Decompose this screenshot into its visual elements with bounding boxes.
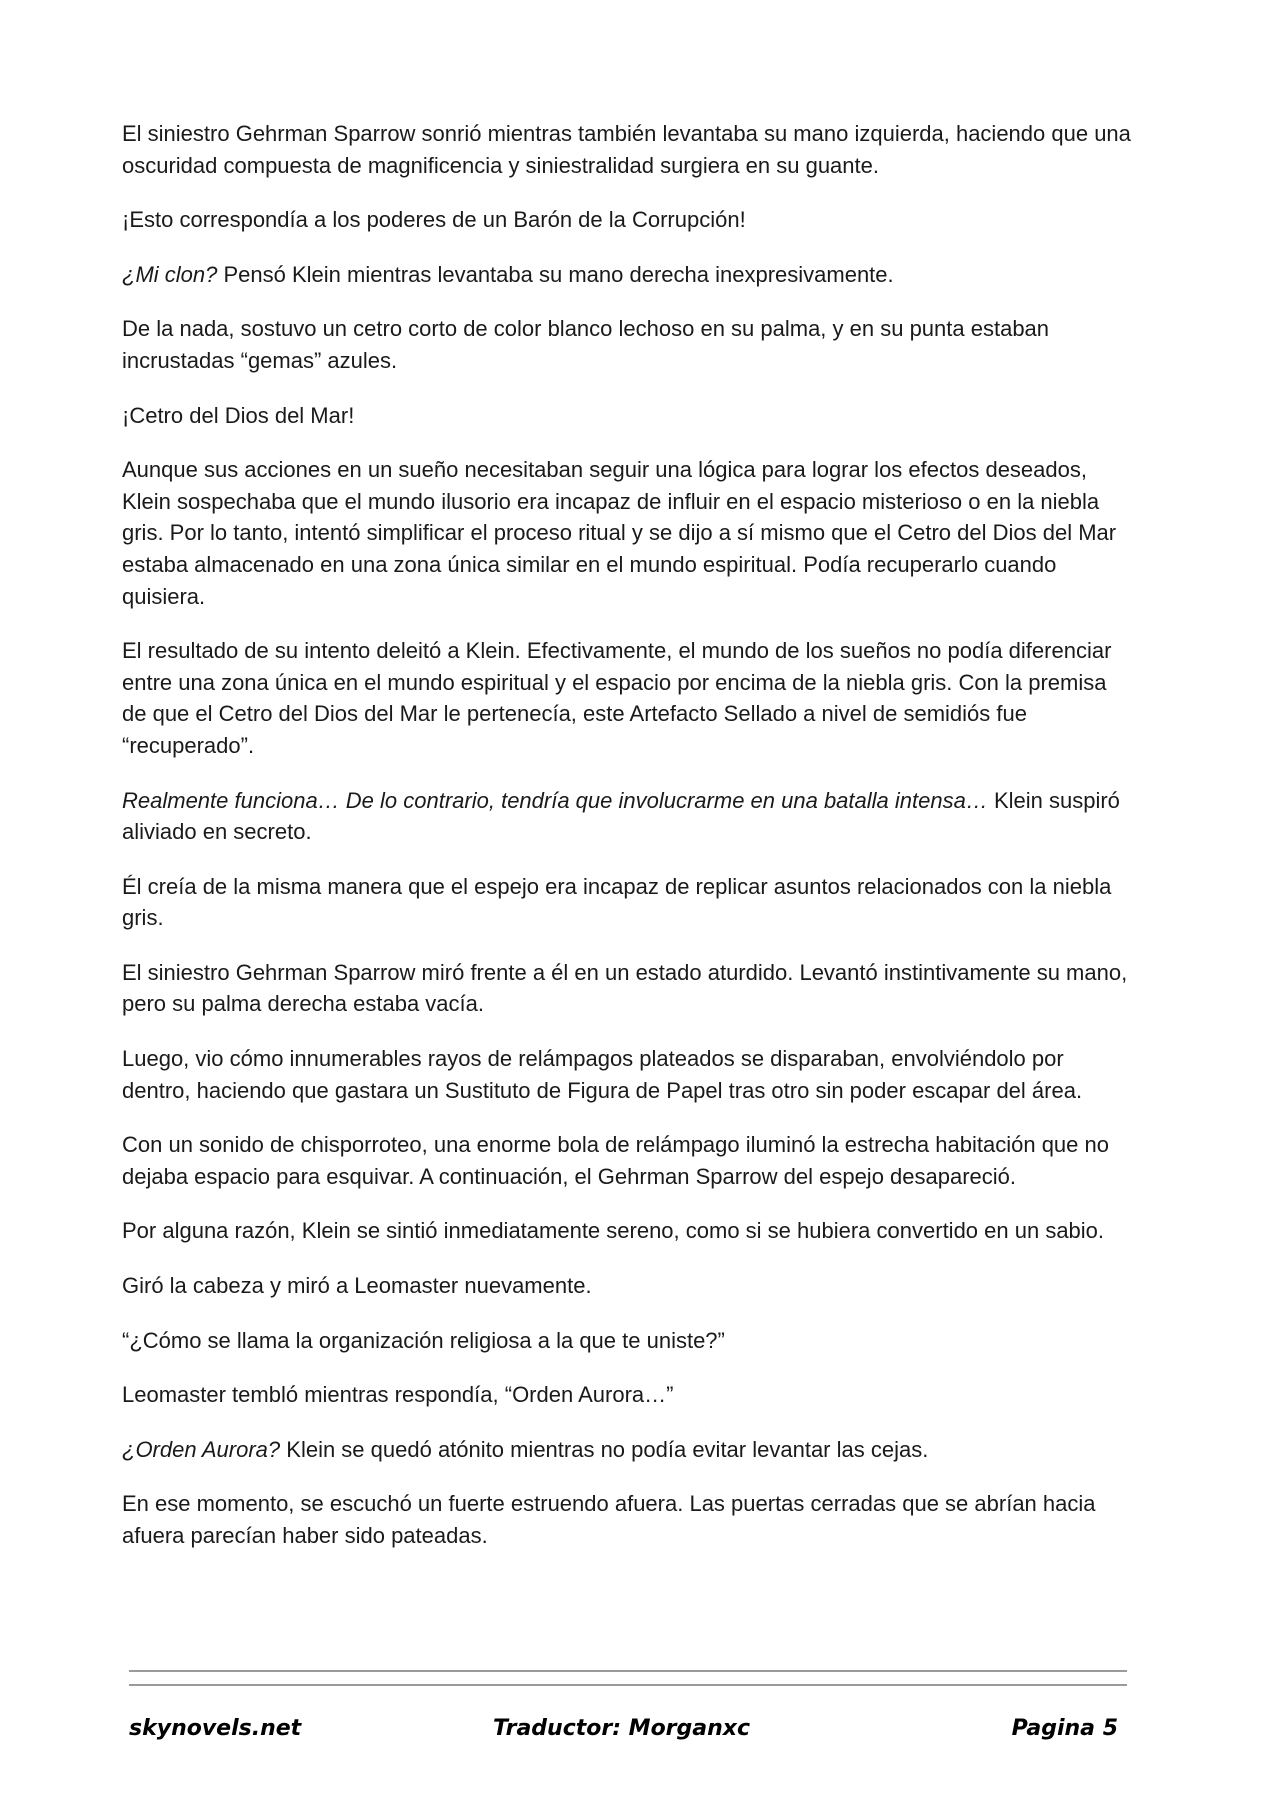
- paragraph: [122, 1270, 1132, 1302]
- paragraph-text: ¡Esto correspondía a los poderes de un Barón de la Corrupción!: [122, 207, 746, 233]
- paragraph-text: Con un sonido de chisporroteo, una enorme bola de relámpago iluminó la estrecha habitación que no dejaba espacio para esquivar. A continuación, el Gehrman Sparrow del espejo desapareció.: [122, 1132, 1109, 1189]
- paragraph-text: Giró la cabeza y miró a Leomaster nuevamente.: [122, 1273, 592, 1299]
- paragraph-text: Aunque sus acciones en un sueño necesitaban seguir una lógica para lograr los efectos deseados, Klein sospechaba que el mundo ilusorio era incapaz de influir en el espacio misterioso o en la niebla gris. Por lo tanto, intentó simplificar el proceso ritual y se dijo a sí mismo que el Cetro del Dios del Mar estaba almacenado en una zona única similar en el mundo espiritual. Podía recuperarlo cuando quisiera.: [122, 457, 1117, 609]
- paragraph: [122, 1129, 1132, 1192]
- paragraph: [122, 454, 1132, 612]
- paragraph-text: Él creía de la misma manera que el espejo era incapaz de replicar asuntos relacionados con la niebla gris.: [122, 873, 1112, 931]
- footer-site: skynovels.net: [129, 1716, 302, 1741]
- paragraph: [122, 1488, 1132, 1551]
- paragraph: [122, 1434, 1132, 1466]
- paragraph-text: ¡Cetro del Dios del Mar!: [122, 402, 355, 428]
- paragraph-text: Por alguna razón, Klein se sintió inmediatamente sereno, como si se hubiera convertido en un sabio.: [122, 1218, 1105, 1244]
- paragraph: [122, 1325, 1132, 1357]
- italic-text: Realmente funciona… De lo contrario, tendría que involucrarme en una batalla intensa…: [122, 787, 988, 813]
- footer-divider-bottom: [129, 1684, 1127, 1686]
- paragraph-text: Klein suspiró aliviado en secreto.: [122, 787, 1120, 845]
- paragraph: [122, 1379, 1132, 1411]
- paragraph: [122, 204, 1132, 236]
- paragraph-text: El siniestro Gehrman Sparrow sonrió mientras también levantaba su mano izquierda, haciendo que una oscuridad compuesta de magnificencia y siniestralidad surgiera en su guante.: [122, 121, 1131, 178]
- paragraph: [122, 635, 1132, 761]
- footer-divider-top: [129, 1670, 1127, 1672]
- italic-text: ¿Orden Aurora?: [122, 1436, 281, 1462]
- paragraph-text: “¿Cómo se llama la organización religiosa a la que te uniste?”: [122, 1327, 725, 1353]
- paragraph: [122, 785, 1132, 848]
- paragraph-text: Leomaster tembló mientras respondía, “Orden Aurora…”: [122, 1382, 674, 1408]
- footer-page-number: Pagina 5: [1011, 1716, 1118, 1741]
- paragraph: [122, 313, 1132, 376]
- paragraph-text: Pensó Klein mientras levantaba su mano derecha inexpresivamente.: [217, 261, 894, 287]
- italic-text: ¿Mi clon?: [122, 261, 218, 287]
- paragraph: [122, 400, 1132, 432]
- paragraph: [122, 1215, 1132, 1247]
- paragraph: [122, 871, 1132, 934]
- paragraph: [122, 1043, 1132, 1106]
- paragraph-text: El resultado de su intento deleitó a Klein. Efectivamente, el mundo de los sueños no podía diferenciar entre una zona única en el mundo espiritual y el espacio por encima de la niebla gris. Con la premisa de que el Cetro del Dios del Mar le pertenecía, este Artefacto Sellado a nivel de semidiós fue “recuperado”.: [122, 638, 1112, 758]
- footer-translator: Traductor: Morganxc: [493, 1716, 751, 1741]
- paragraph-text: Klein se quedó atónito mientras no podía evitar levantar las cejas.: [280, 1436, 929, 1462]
- page-body: [122, 118, 1132, 1575]
- paragraph-text: En ese momento, se escuchó un fuerte estruendo afuera. Las puertas cerradas que se abrían hacia afuera parecían haber sido pateadas.: [122, 1491, 1096, 1548]
- paragraph-text: De la nada, sostuvo un cetro corto de color blanco lechoso en su palma, y en su punta estaban incrustadas “gemas” azules.: [122, 316, 1050, 373]
- paragraph: [122, 118, 1132, 181]
- paragraph-text: El siniestro Gehrman Sparrow miró frente a él en un estado aturdido. Levantó instintivamente su mano, pero su palma derecha estaba vacía.: [122, 959, 1128, 1017]
- paragraph: [122, 957, 1132, 1020]
- paragraph-text: Luego, vio cómo innumerables rayos de relámpagos plateados se disparaban, envolviéndolo por dentro, haciendo que gastara un Sustituto de Figura de Papel tras otro sin poder escapar del área.: [122, 1046, 1083, 1103]
- paragraph: [122, 259, 1132, 291]
